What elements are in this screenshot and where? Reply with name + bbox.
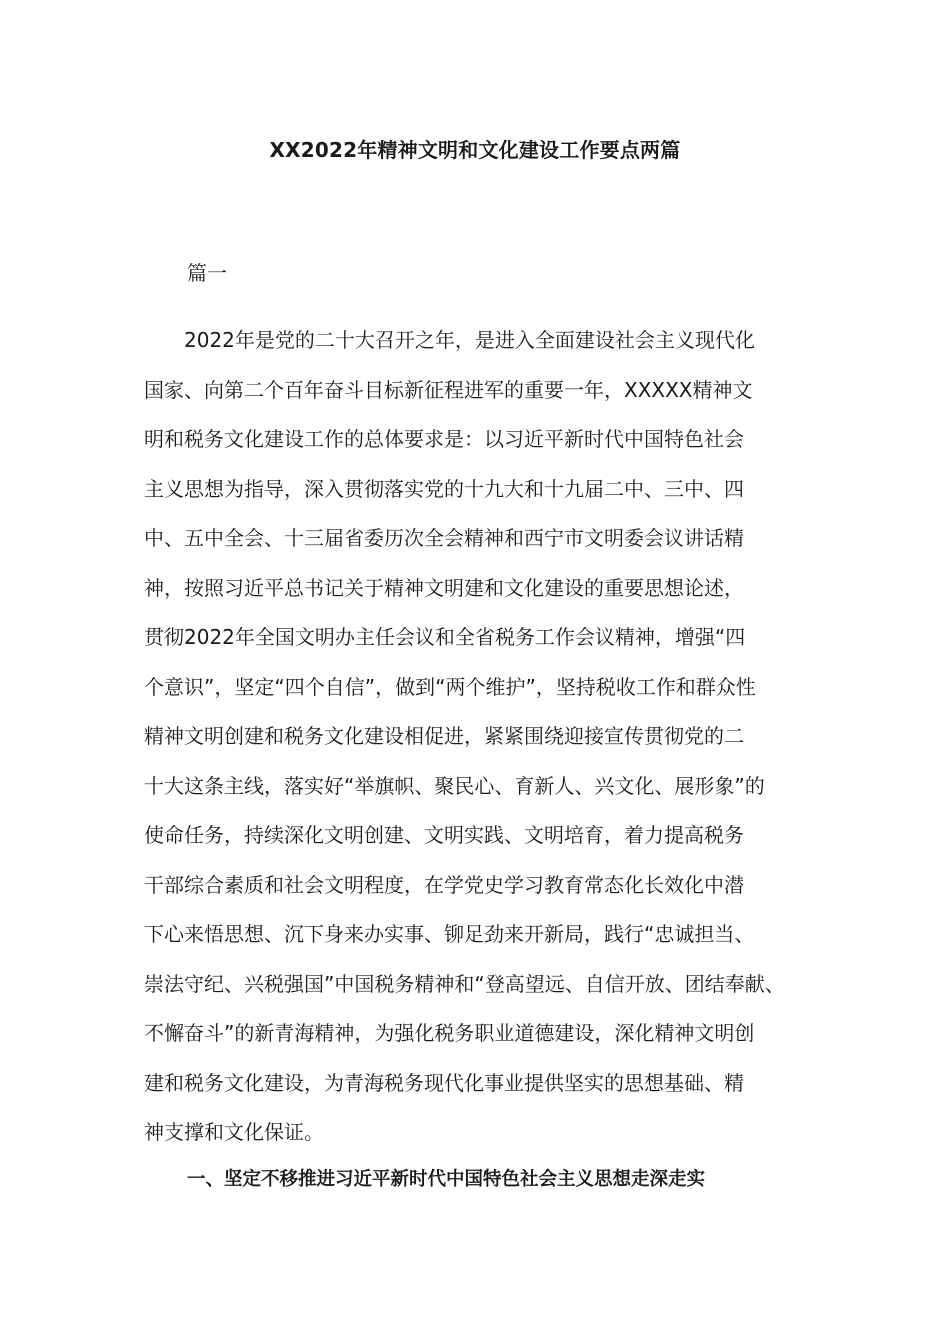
paragraph-line: 贯彻2022年全国文明办主任会议和全省税务工作会议精神，增强“四 xyxy=(144,625,746,649)
paragraph-line: 神，按照习近平总书记关于精神文明建和文化建设的重要思想论述， xyxy=(144,575,744,600)
paragraph-line: 精神文明创建和税务文化建设相促进，紧紧围绕迎接宣传贯彻党的二 xyxy=(144,724,744,748)
paragraph-line: 主义思想为指导，深入贯彻落实党的十九大和十九届二中、三中、四 xyxy=(144,476,744,501)
paragraph-line: 国家、向第二个百年奋斗目标新征程进军的重要一年，XXXXX精神文 xyxy=(144,377,753,402)
paragraph-line: 使命任务，持续深化文明创建、文明实践、文明培育，着力提高税务 xyxy=(144,823,744,847)
paragraph-line: 中、五中全会、十三届省委历次全会精神和西宁市文明委会议讲话精 xyxy=(144,526,744,550)
paragraph-line: 崇法守纪、兴税强国”中国税务精神和“登高望远、自信开放、团结奉献、 xyxy=(144,971,785,996)
paragraph-line: 个意识”，坚定“四个自信”，做到“两个维护”，坚持税收工作和群众性 xyxy=(144,674,756,699)
section-heading: 一、坚定不移推进习近平新时代中国特色社会主义思想走深走实 xyxy=(187,1169,706,1190)
paragraph-line: 明和税务文化建设工作的总体要求是：以习近平新时代中国特色社会 xyxy=(144,427,744,451)
document-title: XX2022年精神文明和文化建设工作要点两篇 xyxy=(269,138,681,162)
paragraph-line: 不懈奋斗”的新青海精神，为强化税务职业道德建设，深化精神文明创 xyxy=(144,1021,755,1045)
paragraph-line: 干部综合素质和社会文明程度，在学党史学习教育常态化长效化中潜 xyxy=(144,872,744,897)
paragraph-line: 下心来悟思想、沉下身来办实事、铆足劲来开新局，践行“忠诚担当、 xyxy=(144,922,755,946)
paragraph-line: 十大这条主线，落实好“举旗帜、聚民心、育新人、兴文化、展形象”的 xyxy=(144,773,765,798)
paragraph-line: 建和税务文化建设，为青海税务现代化事业提供坚实的思想基础、精 xyxy=(144,1070,744,1095)
section-label: 篇一 xyxy=(187,261,227,285)
body-paragraph xyxy=(144,316,812,1158)
paragraph-line: 2022年是党的二十大召开之年，是进入全面建设社会主义现代化 xyxy=(144,328,755,352)
paragraph-line: 神支撑和文化保证。 xyxy=(144,1120,324,1144)
